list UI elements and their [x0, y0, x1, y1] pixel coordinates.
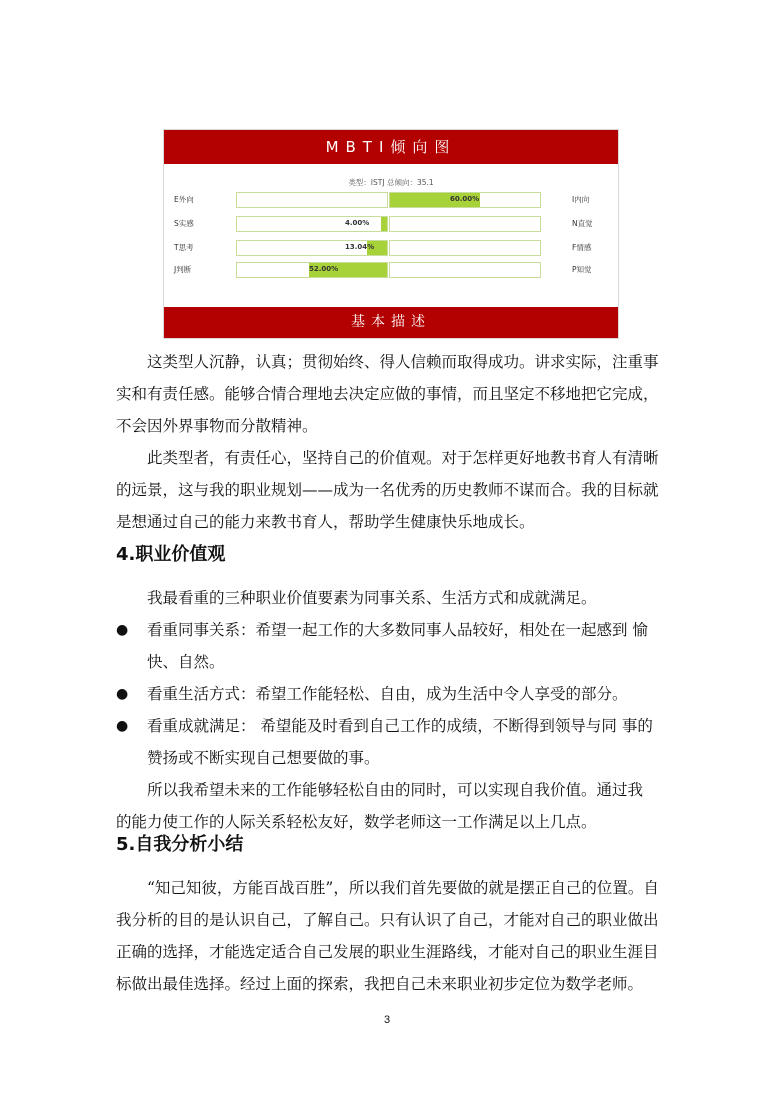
- paragraph-values: 此类型者，有责任心，坚持自己的价值观。对于怎样更好地教书育人有清晰的远景，这与我的职业规划——成为一名优秀的历史教师不谋而合。我的目标就是想通过自己的能力来教书育人，帮助学生健康快乐地成长。: [116, 449, 659, 531]
- list-item: [116, 710, 660, 774]
- percent-label: 13.04%: [345, 243, 375, 251]
- paragraph-conclusion: 所以我希望未来的工作能够轻松自由的同时，可以实现自我价值。通过我 的能力使工作的人际关系轻松友好，数学老师这一工作满足以上几点。: [116, 781, 644, 831]
- right-trait-label: I内向: [572, 195, 590, 204]
- left-trait-label: J判断: [174, 265, 192, 274]
- tendency-bar: [381, 217, 387, 231]
- mbti-figure: [164, 130, 618, 338]
- left-bar-track: [236, 240, 388, 256]
- figure-footer: 基本描述: [164, 307, 618, 338]
- list-item-text: 看重成就满足： 希望能及时看到自己工作的成绩，不断得到领导与同 事的赞扬或不断实现自己想要做的事。: [147, 717, 653, 767]
- paragraph-three-values: 我最看重的三种职业价值要素为同事关系、生活方式和成就满足。: [147, 589, 597, 607]
- right-trait-label: P知觉: [572, 265, 592, 274]
- mbti-row: [164, 216, 618, 232]
- right-bar-track: [389, 262, 541, 278]
- left-trait-label: T思考: [174, 243, 194, 252]
- left-trait-label: S实感: [174, 219, 194, 228]
- bullet-icon: ●: [116, 718, 129, 734]
- bullet-icon: ●: [116, 686, 129, 702]
- paragraph-summary: “知己知彼，方能百战百胜”，所以我们首先要做的就是摆正自己的位置。自我分析的目的是认识自己，了解自己。只有认识了自己，才能对自己的职业做出正确的选择，才能选定适合自己发展的职业生涯路线，才能对自己的职业生涯目标做出最佳选择。经过上面的探索，我把自己未来职业初步定位为数学老师。: [116, 879, 659, 993]
- right-bar-track: [389, 240, 541, 256]
- paragraph-description: 这类型人沉静，认真；贯彻始终、得人信赖而取得成功。讲求实际，注重事实和有责任感。能够合情合理地去决定应做的事情，而且坚定不移地把它完成，不会因外界事物而分散精神。: [116, 353, 659, 435]
- list-item: [116, 614, 660, 678]
- figure-title: MBTI倾向图: [164, 130, 618, 164]
- heading-career-values: 4.职业价值观: [116, 544, 226, 565]
- percent-label: 60.00%: [450, 195, 480, 203]
- heading-self-analysis: 5.自我分析小结: [116, 834, 244, 855]
- left-bar-track: [236, 216, 388, 232]
- page-number: 3: [383, 1014, 391, 1026]
- right-bar-track: [389, 216, 541, 232]
- type-line: 类型：ISTJ 总倾向：35.1: [348, 178, 434, 187]
- list-item: [116, 678, 660, 710]
- right-trait-label: F情感: [572, 243, 592, 252]
- right-trait-label: N直觉: [572, 219, 593, 228]
- left-bar-track: [236, 262, 388, 278]
- bullet-icon: ●: [116, 622, 129, 638]
- mbti-row: [164, 240, 618, 256]
- list-item-text: 看重生活方式：希望工作能轻松、自由，成为生活中令人享受的部分。: [147, 685, 628, 703]
- mbti-row: [164, 262, 618, 278]
- percent-label: 52.00%: [309, 265, 339, 273]
- right-bar-track: [389, 192, 541, 208]
- left-bar-track: [236, 192, 388, 208]
- percent-label: 4.00%: [345, 219, 370, 227]
- list-item-text: 看重同事关系：希望一起工作的大多数同事人品较好，相处在一起感到 愉快、自然。: [147, 621, 648, 671]
- left-trait-label: E外向: [174, 195, 194, 204]
- mbti-row: [164, 192, 618, 208]
